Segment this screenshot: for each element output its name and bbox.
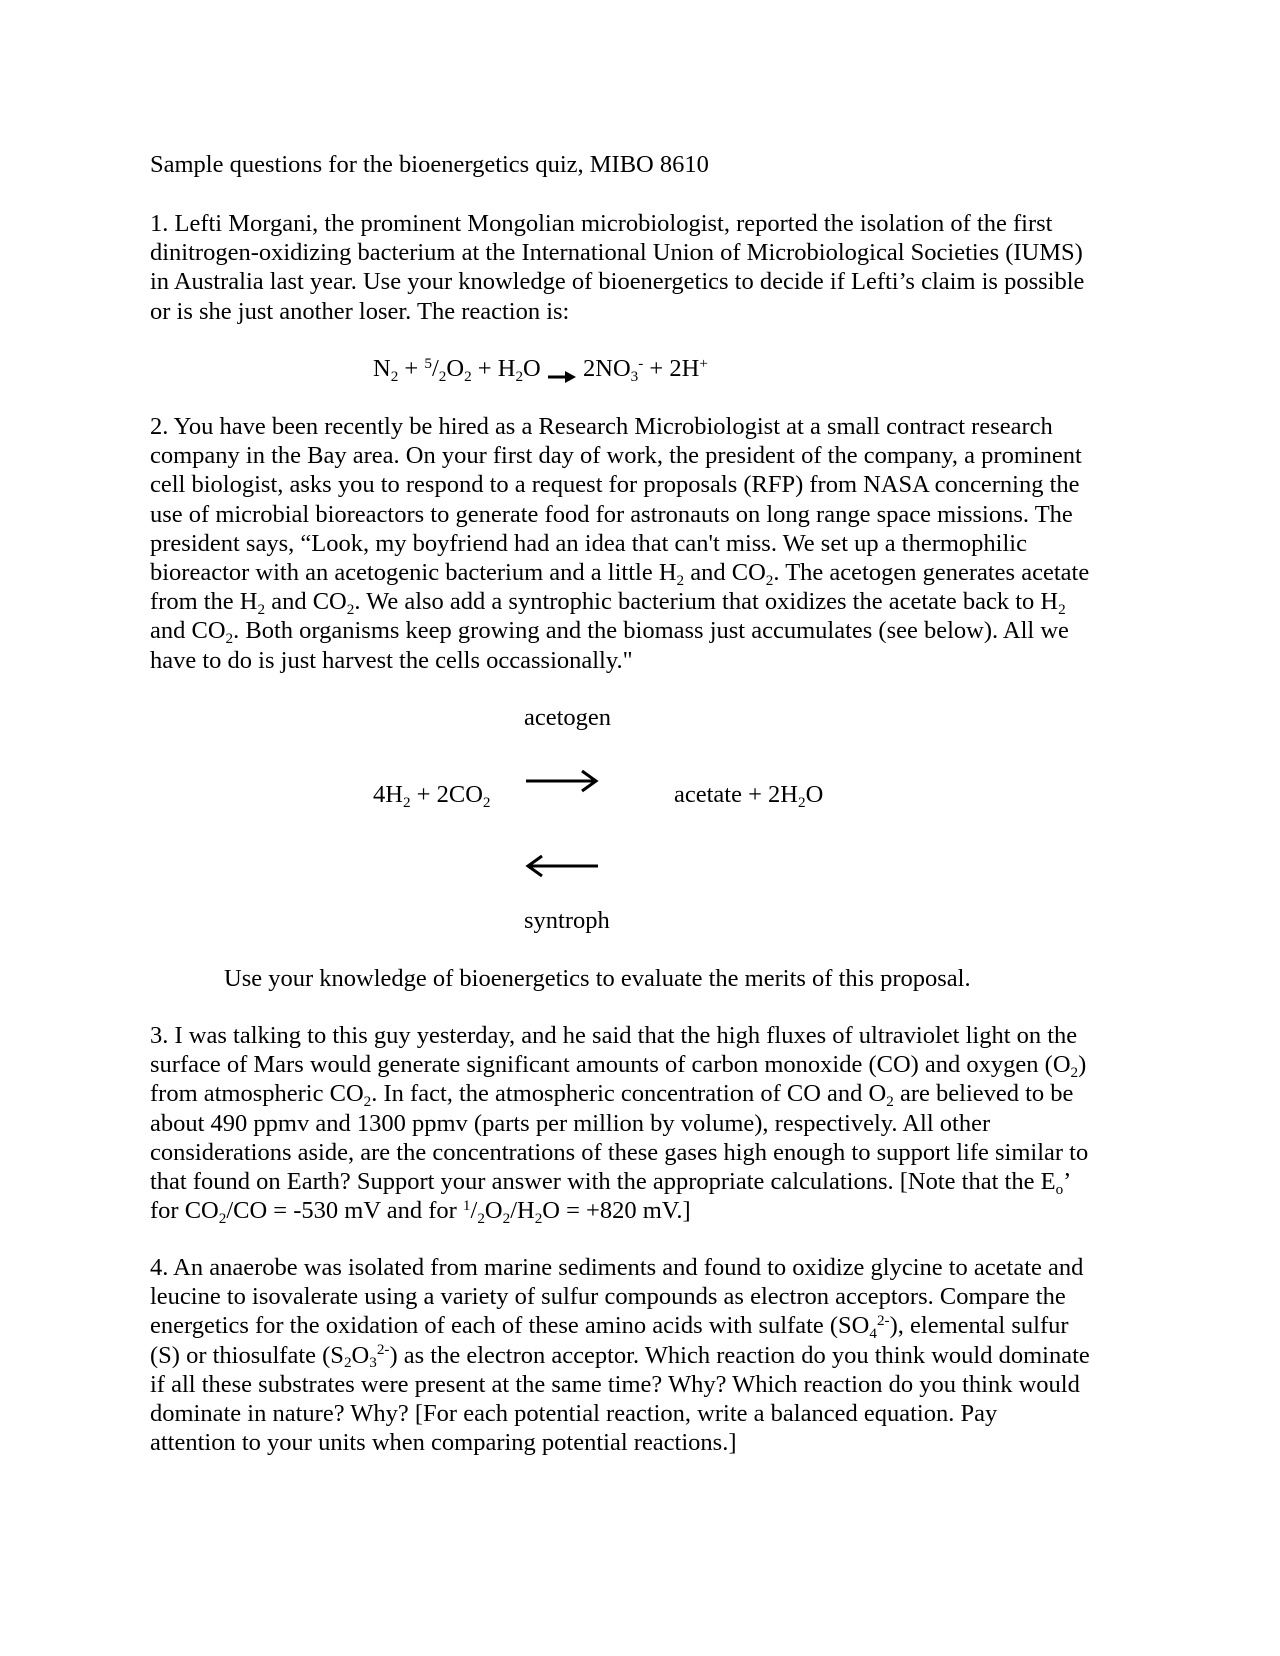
q4-line: (S) or thiosulfate $(S_2O_3^{2-})$ as the electron acceptor. Which reaction do you think would dominate bbox=[150, 1341, 1090, 1372]
q1-line: dinitrogen-oxidizing bacterium at the International Union of Microbiological Societies (IUMS) bbox=[150, 239, 1083, 267]
diagram-bottom-label: syntroph bbox=[524, 907, 610, 934]
diagram-products: acetate + $2H_2O$ bbox=[674, 781, 824, 811]
forward-arrow-icon bbox=[524, 768, 600, 794]
q3-line: considerations aside, are the concentrations of these gases high enough to support life similar to bbox=[150, 1138, 1089, 1166]
q2-line: company in the Bay area. On your first day of work, the president of the company, a prominent bbox=[150, 442, 1082, 470]
question-4 bbox=[150, 1253, 1140, 1457]
q2-line: and $CO_2$. Both organisms keep growing and the biomass just accumulates (see below). All we bbox=[150, 617, 1069, 648]
q2-line: president says, “Look, my boyfriend had an idea that can't miss. We set up a thermophilic bbox=[150, 529, 1027, 557]
q3-line: that found on Earth? Support your answer with the appropriate calculations. [Note that the $E_o$’ bbox=[150, 1168, 1072, 1198]
q2-line: have to do is just harvest the cells occassionally." bbox=[150, 646, 633, 674]
q3-line: 3. I was talking to this guy yesterday, and he said that the high fluxes of ultraviolet light on the bbox=[150, 1022, 1078, 1049]
question-2 bbox=[150, 412, 1140, 675]
question-3 bbox=[150, 1021, 1140, 1228]
q3-line: surface of Mars would generate significant amounts of carbon monoxide (CO) and oxygen $(O_2)$ bbox=[150, 1051, 1087, 1082]
q1-line: or is she just another loser. The reaction is: bbox=[150, 297, 570, 325]
q2-closing: Use your knowledge of bioenergetics to evaluate the merits of this proposal. bbox=[224, 965, 971, 992]
q4-line: dominate in nature? Why? [For each potential reaction, write a balanced equation. Pay bbox=[150, 1400, 998, 1428]
q2-line: from the $H_2$ and $CO_2$. We also add a syntrophic bacterium that oxidizes the acetate back to $H_2$ bbox=[150, 588, 1066, 619]
q1-reaction-equation: $N_2 + ^5/_2O_2 + H_2O$ $2NO_3^- + 2H^+$ bbox=[373, 354, 708, 385]
q2-line: use of microbial bioreactors to generate food for astronauts on long range space missions. The bbox=[150, 500, 1073, 528]
document-title bbox=[150, 150, 1140, 179]
q2-line: cell biologist, asks you to respond to a request for proposals (RFP) from NASA concerning the bbox=[150, 471, 1080, 499]
q2-line: 2. You have been recently be hired as a Research Microbiologist at a small contract research bbox=[150, 413, 1053, 440]
reverse-arrow-icon bbox=[524, 853, 600, 879]
q4-line: energetics for the oxidation of each of these amino acids with sulfate $(SO_4^{2-})$, elemental sulfur bbox=[150, 1312, 1069, 1343]
diagram-reactants: $4H_2 + 2CO_2$ bbox=[373, 781, 491, 811]
title-text: Sample questions for the bioenergetics quiz, MIBO 8610 bbox=[150, 151, 709, 178]
diagram-top-label: acetogen bbox=[524, 704, 612, 731]
q2-line: bioreactor with an acetogenic bacterium and a little $H_2$ and $CO_2$. The acetogen generates acetate bbox=[150, 559, 1090, 589]
q4-line: 4. An anaerobe was isolated from marine sediments and found to oxidize glycine to acetate and bbox=[150, 1254, 1084, 1281]
q4-line: if all these substrates were present at the same time? Why? Which reaction do you think would bbox=[150, 1370, 1080, 1398]
reaction-arrow-icon bbox=[547, 363, 577, 377]
q1-line: 1. Lefti Morgani, the prominent Mongolian microbiologist, reported the isolation of the first bbox=[150, 210, 1053, 237]
q1-line: in Australia last year. Use your knowledge of bioenergetics to decide if Lefti’s claim is possible bbox=[150, 268, 1085, 296]
q3-line: about 490 ppmv and 1300 ppmv (parts per million by volume), respectively. All other bbox=[150, 1109, 991, 1137]
q3-line: from atmospheric $CO_2$. In fact, the atmospheric concentration of CO and $O_2$ are believed to be bbox=[150, 1080, 1074, 1111]
q4-line: attention to your units when comparing potential reactions.] bbox=[150, 1429, 737, 1457]
question-1 bbox=[150, 209, 1140, 326]
q3-line: for $CO_2/CO = -530$ mV and for $^1/_2O_2/H_2O = +820$ mV.] bbox=[150, 1196, 691, 1228]
q4-line: leucine to isovalerate using a variety of sulfur compounds as electron acceptors. Compare the bbox=[150, 1283, 1066, 1311]
